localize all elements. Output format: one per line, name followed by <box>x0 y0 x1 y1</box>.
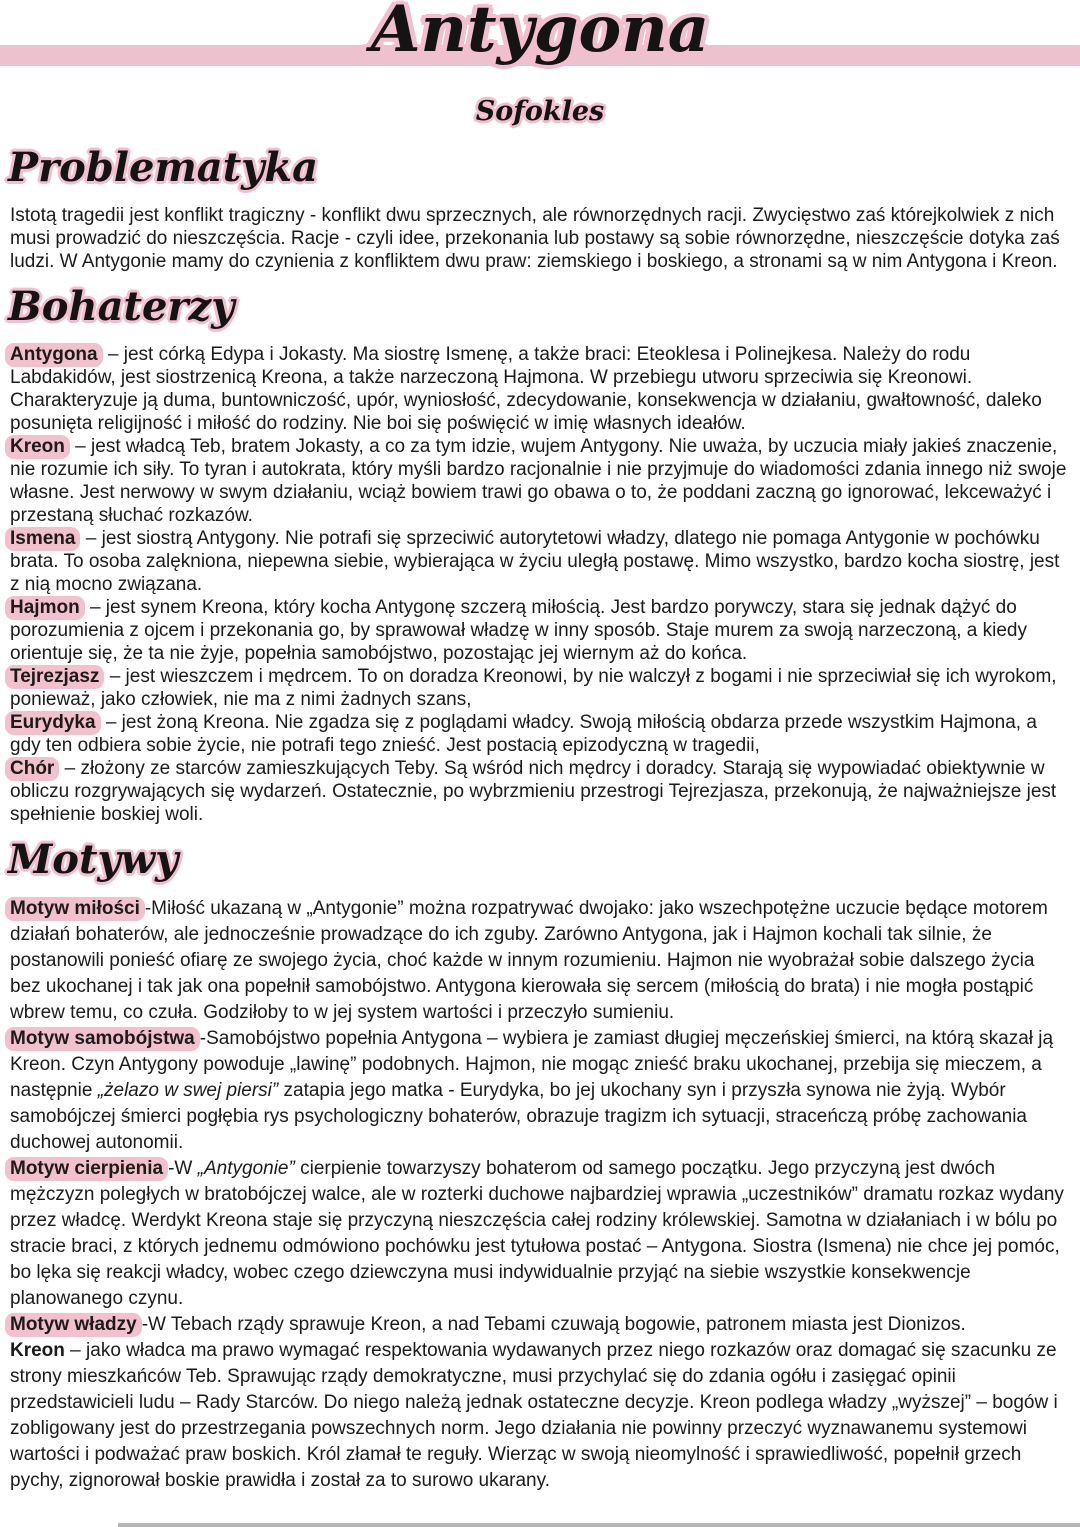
character-description: – jest synem Kreona, który kocha Antygonę szczerą miłością. Jest bardzo porywczy, stara się jednak dążyć do porozumienia z ojcem i przekonania go, by sprawował władzę w inny sposób. Staje murem za swoją narzeczoną, a kiedy orientuje się, że ta nie żyje, popełnia samobójstwo, pozostając jej wiernym aż do końca. <box>10 597 1028 664</box>
character-description: – złożony ze starców zamieszkujących Teby. Są wśród nich mędrcy i doradcy. Starają się wypowiadać obiektywnie w obliczu rozgrywających się wydarzeń. Ostatecznie, po wybrzmieniu przestrogi Tejrezjasza, przekonują, że najważniejsze jest spełnienie boskiej woli. <box>10 758 1057 825</box>
section-bohaterzy <box>10 285 1070 826</box>
character-entry-eurydyka <box>10 711 1070 757</box>
motif-label: Motyw samobójstwa <box>5 1027 200 1051</box>
character-description: – jest władcą Teb, bratem Jokasty, a co za tym idzie, wujem Antygony. Nie uważa, by uczucia miały jakieś znaczenie, nie rozumie ich siły. To tyran i autokrata, który myśli bardzo racjonalnie i nie przyjmuje do wiadomości zdania innego niż swoje własne. Jest nerwowy w swym działaniu, wciąż bowiem trawi go obawa o to, że poddani zaczną go ignorować, lekceważyć i przestaną słuchać rozkazów. <box>10 436 1067 526</box>
character-entry-chor <box>10 757 1070 826</box>
motif-text: -Samobójstwo popełnia Antygona – wybiera je zamiast długiej męczeńskiej śmierci, na którą skazał ją Kreon. Czyn Antygony powoduje „lawinę” podobnych. Hajmon, nie mogąc znieść braku ukochanej, przebija się mieczem, a następnie <box>10 1028 1054 1101</box>
character-entry-ismena <box>10 527 1070 596</box>
section-heading-bohaterzy: Bohaterzy <box>8 283 235 330</box>
document-header <box>10 0 1070 146</box>
character-description: – jest córką Edypa i Jokasty. Ma siostrę Ismenę, a także braci: Eteoklesa i Polinejkesa. Należy do rodu Labdakidów, jest siostrzenicą Kreona, a także narzeczoną Hajmona. W przebiegu utworu sprzeciwia się Kreonowi. Charakteryzuje ją duma, buntowniczość, upór, wyniosłość, zdecydowanie, konsekwencja w działaniu, gwałtowność, daleko posunięta religijność i miłość do rodziny. Nie boi się poświęcić w imię własnych ideałów. <box>10 344 1042 434</box>
motif-paragraph-milosci <box>10 896 1070 1026</box>
character-description: – jest żoną Kreona. Nie zgadza się z poglądami władcy. Swoją miłością obdarza przede wszystkim Hajmona, a gdy ten odbiera sobie życie, nie potrafi tego znieść. Jest postacią epizodyczną w tragedii, <box>10 712 1037 756</box>
section-heading-motywy: Motywy <box>8 836 179 883</box>
section-problematyka <box>10 146 1070 273</box>
character-name: Hajmon <box>5 596 85 620</box>
paragraph-problematyka: Istotą tragedii jest konflikt tragiczny - konflikt dwu sprzecznych, ale równorzędnych racji. Zwycięstwo zaś którejkolwiek z nich musi prowadzić do nieszczęścia. Racje - czyli idee, przekonania lub postawy są sobie równorzędne, nieszczęście dotyka zaś ludzi. W Antygonie mamy do czynienia z konfliktem dwu praw: ziemskiego i boskiego, a stronami są w nim Antygona i Kreon. <box>10 205 1060 272</box>
motif-text: -Miłość ukazaną w „Antygonie” można rozpatrywać dwojako: jako wszechpotężne uczucie będące motorem działań bohaterów, ale jednocześnie prowadzące do ich zguby. Zarówno Antygona, jak i Hajmon kochali tak silnie, że postanowili ponieść ofiarę ze swojego życia, choć każde w innym rozumieniu. Hajmon nie wyobrażał sobie dalszego życia bez ukochanej i tak jak ona popełnił samobójstwo. Antygona kierowała się sercem (miłością do brata) i nie mogła postąpić wbrew temu, co czuła. Godziłoby to w jej system wartości i przeczyło sumieniu. <box>10 898 1048 1023</box>
motif-paragraph-wladzy <box>10 1312 1070 1494</box>
motif-text: zatapia jego matka - Eurydyka, bo jej ukochany syn i przyszła synowa nie żyją. Wybór samobójczej śmierci pogłębia rys psychologiczny bohaterów, obrazuje tragizm ich sytuacji, straceńczą próbę zachowania duchowej autonomii. <box>10 1080 1027 1153</box>
motif-text-italic: „żelazo w swej piersi” <box>97 1080 279 1101</box>
motif-kreon-description: – jako władca ma prawo wymagać respektowania wydawanych przez niego rozkazów oraz domagać się szacunku ze strony mieszkańców Teb. Sprawując rządy demokratyczne, musi przychylać się do zdania ogółu i zasięgać opinii przedstawicieli ludu – Rady Starców. Do niego należą jednak ostateczne decyzje. Kreon podlega władzy „wyższej” – bogów i zobligowany jest do przestrzegania powszechnych norm. Jego działania nie powinny przeczyć wyznawanemu systemowi wartości i podważać praw boskich. Król złamał te reguły. Wierząc w swoją nieomylność i sprawiedliwość, popełnił grzech pychy, zignorował boskie prawidła i został za to surowo ukarany. <box>10 1340 1058 1491</box>
motif-label: Motyw władzy <box>5 1313 142 1337</box>
character-entry-antygona <box>10 343 1070 435</box>
character-entry-tejrezjasz <box>10 665 1070 711</box>
page-title: Antygona <box>370 0 710 67</box>
motif-paragraph-cierpienia <box>10 1156 1070 1312</box>
motif-kreon-name: Kreon <box>10 1340 65 1361</box>
bottom-page-divider <box>118 1523 1080 1527</box>
section-heading-problematyka: Problematyka <box>8 144 319 191</box>
character-name: Chór <box>5 757 59 781</box>
motif-text-italic: „Antygonie” <box>197 1158 295 1179</box>
author-subtitle: Sofokles <box>475 96 605 127</box>
character-name: Eurydyka <box>5 711 101 735</box>
character-name: Ismena <box>5 527 80 551</box>
motif-text: cierpienie towarzyszy bohaterom od samego początku. Jego przyczyną jest dwóch mężczyzn poległych w bratobójczej walce, ale w rozterki duchowe najbardziej wprawia „uczestników” dramatu rozkaz wydany przez władcę. Werdykt Kreona staje się przyczyną nieszczęścia całej rodziny królewskiej. Samotna w działaniach i w bólu po stracie braci, z których jednemu odmówiono pochówku jest tytułowa postać – Antygona. Siostra (Ismena) nie chce jej pomóc, bo lęka się reakcji władcy, wobec czego dziewczyna musi indywidualnie przyjąć na siebie wszystkie konsekwencje planowanego czynu. <box>10 1158 1064 1309</box>
motif-text: -W <box>168 1158 198 1179</box>
motif-label: Motyw cierpienia <box>5 1157 168 1181</box>
character-name: Tejrezjasz <box>5 665 104 689</box>
motif-label: Motyw miłości <box>5 897 145 921</box>
character-entry-hajmon <box>10 596 1070 665</box>
character-name: Antygona <box>5 343 103 367</box>
motif-paragraph-samobojstwa <box>10 1026 1070 1156</box>
character-description: – jest siostrą Antygony. Nie potrafi się sprzeciwić autorytetowi władzy, dlatego nie pomaga Antygonie w pochówku brata. To osoba zalękniona, niepewna siebie, wybierająca w życiu uległą postawę. Mimo wszystko, bardzo kocha siostrę, jest z nią mocno związana. <box>10 528 1060 595</box>
motif-text: -W Tebach rządy sprawuje Kreon, a nad Tebami czuwają bogowie, patronem miasta jest Dionizos. <box>141 1314 966 1335</box>
character-entry-kreon <box>10 435 1070 527</box>
section-motywy <box>10 838 1070 1494</box>
character-description: – jest wieszczem i mędrcem. To on doradza Kreonowi, by nie walczył z bogami i nie sprzeciwiał się ich wyrokom, ponieważ, jako człowiek, nie ma z nimi żadnych szans, <box>10 666 1057 710</box>
character-name: Kreon <box>5 435 70 459</box>
